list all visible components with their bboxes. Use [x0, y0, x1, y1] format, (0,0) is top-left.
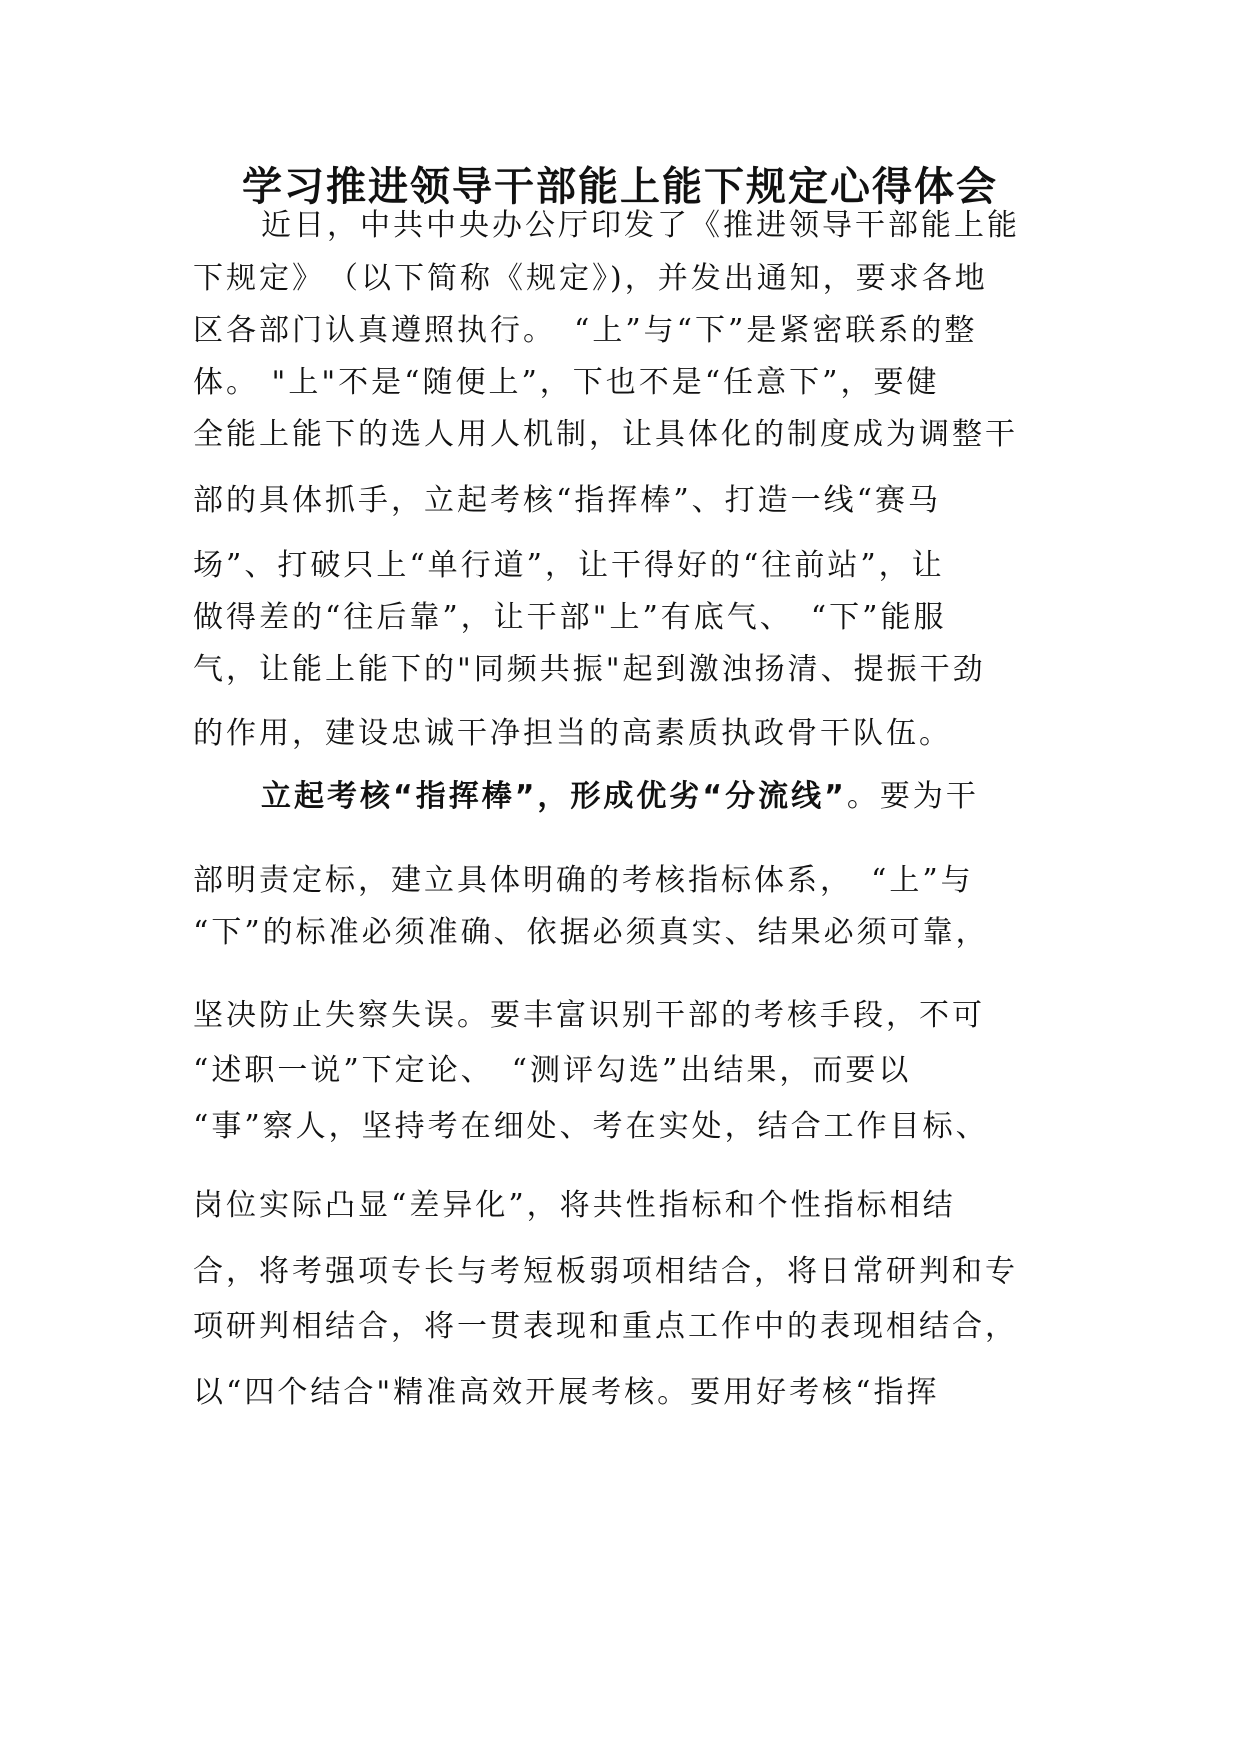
paragraph-line: 项研判相结合，将一贯表现和重点工作中的表现相结合，	[193, 1309, 1018, 1344]
paragraph-line: 下规定》 （以下简称《规定》)，并发出通知，要求各地	[193, 261, 988, 296]
paragraph-line: 岗位实际凸显“差异化”，将共性指标和个性指标相结	[193, 1188, 956, 1223]
paragraph-line: 做得差的“往后靠”，让干部"上”有底气、 “下”能服	[193, 600, 947, 635]
paragraph-line: 区各部门认真遵照执行。 “上”与“下”是紧密联系的整	[193, 313, 978, 348]
paragraph-text: 。要为干	[846, 779, 979, 814]
paragraph-line: 坚决防止失察失误。要丰富识别干部的考核手段，不可	[193, 998, 985, 1033]
paragraph-line: “事”察人，坚持考在细处、考在实处，结合工作目标、	[193, 1109, 989, 1144]
paragraph-line: 部的具体抓手，立起考核“指挥棒”、打造一线“赛马	[193, 483, 942, 518]
paragraph-line: 体。 "上"不是“随便上”，下也不是“任意下”，要健	[193, 365, 940, 400]
paragraph-line: 合，将考强项专长与考短板弱项相结合，将日常研判和专	[193, 1254, 1018, 1289]
paragraph-line: 的作用，建设忠诚干净担当的高素质执政骨干队伍。	[193, 716, 952, 751]
paragraph-line: 部明责定标，建立具体明确的考核指标体系， “上”与	[193, 863, 974, 898]
paragraph-line: “下”的标准必须准确、依据必须真实、结果必须可靠，	[193, 915, 989, 950]
paragraph-2-first-line	[261, 776, 1073, 818]
paragraph-line: “述职一说”下定论、 “测评勾选”出结果，而要以	[193, 1053, 912, 1088]
section-heading: 立起考核“指挥棒”，形成优劣“分流线”	[261, 779, 847, 814]
paragraph-line: 气，让能上能下的"同频共振"起到激浊扬清、提振干劲	[193, 652, 986, 687]
paragraph-line: 场”、打破只上“单行道”，让干得好的“往前站”，让	[193, 548, 945, 583]
paragraph-line: 近日，中共中央办公厅印发了《推进领导干部能上能	[261, 208, 1020, 243]
paragraph-line: 全能上能下的选人用人机制，让具体化的制度成为调整干	[193, 417, 1018, 452]
paragraph-line: 以“四个结合"精准高效开展考核。要用好考核“指挥	[193, 1375, 940, 1410]
document-title: 学习推进领导干部能上能下规定心得体会	[242, 164, 998, 210]
